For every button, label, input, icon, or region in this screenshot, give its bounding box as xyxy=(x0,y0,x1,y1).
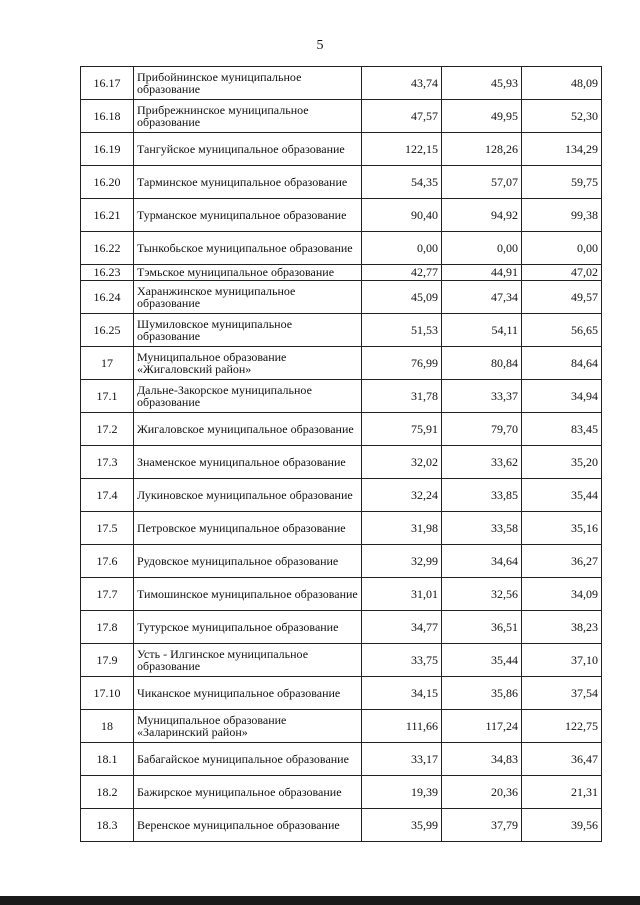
table-row xyxy=(81,644,602,677)
table-row xyxy=(81,314,602,347)
value-3: 83,45 xyxy=(522,413,602,446)
value-2: 33,37 xyxy=(442,380,522,413)
page-bottom-edge xyxy=(0,896,640,905)
table-row xyxy=(81,413,602,446)
table-row xyxy=(81,809,602,842)
row-number: 16.17 xyxy=(81,67,134,100)
row-number: 17.6 xyxy=(81,545,134,578)
row-number: 17.4 xyxy=(81,479,134,512)
table-body xyxy=(81,67,602,842)
value-2: 34,83 xyxy=(442,743,522,776)
municipality-name: Тимошинское муниципальное образование xyxy=(134,578,362,611)
page-number: 5 xyxy=(316,38,324,53)
value-3: 48,09 xyxy=(522,67,602,100)
row-number: 18 xyxy=(81,710,134,743)
table-row xyxy=(81,166,602,199)
value-2: 37,79 xyxy=(442,809,522,842)
value-1: 32,24 xyxy=(362,479,442,512)
municipality-name: Бабагайское муниципальное образование xyxy=(134,743,362,776)
value-2: 44,91 xyxy=(442,265,522,281)
value-1: 75,91 xyxy=(362,413,442,446)
municipality-name: Лукиновское муниципальное образование xyxy=(134,479,362,512)
value-3: 34,94 xyxy=(522,380,602,413)
value-2: 33,62 xyxy=(442,446,522,479)
municipality-name: Жигаловское муниципальное образование xyxy=(134,413,362,446)
municipality-name: Усть - Илгинское муниципальное образование xyxy=(134,644,362,677)
municipality-name: Тынкобьское муниципальное образование xyxy=(134,232,362,265)
value-1: 43,74 xyxy=(362,67,442,100)
municipality-name: Турманское муниципальное образование xyxy=(134,199,362,232)
value-2: 54,11 xyxy=(442,314,522,347)
row-number: 17.10 xyxy=(81,677,134,710)
value-1: 45,09 xyxy=(362,281,442,314)
table-row xyxy=(81,67,602,100)
value-1: 0,00 xyxy=(362,232,442,265)
municipality-name: Чиканское муниципальное образование xyxy=(134,677,362,710)
value-2: 32,56 xyxy=(442,578,522,611)
row-number: 16.24 xyxy=(81,281,134,314)
value-3: 21,31 xyxy=(522,776,602,809)
table-row xyxy=(81,100,602,133)
value-2: 0,00 xyxy=(442,232,522,265)
value-2: 33,85 xyxy=(442,479,522,512)
value-1: 76,99 xyxy=(362,347,442,380)
data-table xyxy=(80,66,602,842)
value-2: 94,92 xyxy=(442,199,522,232)
value-2: 36,51 xyxy=(442,611,522,644)
value-2: 33,58 xyxy=(442,512,522,545)
value-3: 39,56 xyxy=(522,809,602,842)
value-3: 47,02 xyxy=(522,265,602,281)
value-3: 36,27 xyxy=(522,545,602,578)
table-row xyxy=(81,545,602,578)
table-row xyxy=(81,281,602,314)
row-number: 17 xyxy=(81,347,134,380)
value-3: 122,75 xyxy=(522,710,602,743)
value-1: 34,15 xyxy=(362,677,442,710)
municipality-name: Шумиловское муниципальное образование xyxy=(134,314,362,347)
row-number: 17.2 xyxy=(81,413,134,446)
value-3: 99,38 xyxy=(522,199,602,232)
value-2: 47,34 xyxy=(442,281,522,314)
table-row xyxy=(81,265,602,281)
value-2: 45,93 xyxy=(442,67,522,100)
table-row xyxy=(81,677,602,710)
value-1: 33,17 xyxy=(362,743,442,776)
table-row xyxy=(81,380,602,413)
row-number: 16.22 xyxy=(81,232,134,265)
value-3: 56,65 xyxy=(522,314,602,347)
value-1: 90,40 xyxy=(362,199,442,232)
value-2: 34,64 xyxy=(442,545,522,578)
municipality-name: Веренское муниципальное образование xyxy=(134,809,362,842)
value-1: 32,99 xyxy=(362,545,442,578)
row-number: 18.1 xyxy=(81,743,134,776)
value-1: 42,77 xyxy=(362,265,442,281)
row-number: 16.21 xyxy=(81,199,134,232)
row-number: 17.3 xyxy=(81,446,134,479)
municipality-name: Петровское муниципальное образование xyxy=(134,512,362,545)
municipality-name: Прибойнинское муниципальное образование xyxy=(134,67,362,100)
row-number: 16.18 xyxy=(81,100,134,133)
table-row xyxy=(81,479,602,512)
table-row xyxy=(81,199,602,232)
row-number: 16.20 xyxy=(81,166,134,199)
value-1: 34,77 xyxy=(362,611,442,644)
table-row xyxy=(81,512,602,545)
table-row xyxy=(81,133,602,166)
value-3: 52,30 xyxy=(522,100,602,133)
value-3: 37,10 xyxy=(522,644,602,677)
table-row xyxy=(81,578,602,611)
value-2: 35,86 xyxy=(442,677,522,710)
value-2: 49,95 xyxy=(442,100,522,133)
municipality-name: Тангуйское муниципальное образование xyxy=(134,133,362,166)
value-3: 0,00 xyxy=(522,232,602,265)
municipality-name: Тэмьское муниципальное образование xyxy=(134,265,362,281)
municipality-name: Муниципальное образование «Жигаловский район» xyxy=(134,347,362,380)
table-row xyxy=(81,232,602,265)
value-3: 35,44 xyxy=(522,479,602,512)
value-3: 134,29 xyxy=(522,133,602,166)
value-1: 122,15 xyxy=(362,133,442,166)
value-1: 51,53 xyxy=(362,314,442,347)
municipality-name: Рудовское муниципальное образование xyxy=(134,545,362,578)
row-number: 17.7 xyxy=(81,578,134,611)
municipality-name: Бажирское муниципальное образование xyxy=(134,776,362,809)
value-2: 20,36 xyxy=(442,776,522,809)
value-3: 59,75 xyxy=(522,166,602,199)
value-3: 84,64 xyxy=(522,347,602,380)
municipality-name: Харанжинское муниципальное образование xyxy=(134,281,362,314)
row-number: 16.19 xyxy=(81,133,134,166)
value-1: 111,66 xyxy=(362,710,442,743)
row-number: 17.9 xyxy=(81,644,134,677)
value-3: 35,16 xyxy=(522,512,602,545)
value-3: 38,23 xyxy=(522,611,602,644)
table-row xyxy=(81,446,602,479)
municipality-name: Прибрежнинское муниципальное образование xyxy=(134,100,362,133)
value-3: 37,54 xyxy=(522,677,602,710)
value-1: 31,01 xyxy=(362,578,442,611)
value-2: 35,44 xyxy=(442,644,522,677)
municipality-name: Муниципальное образование «Заларинский район» xyxy=(134,710,362,743)
value-1: 32,02 xyxy=(362,446,442,479)
value-1: 33,75 xyxy=(362,644,442,677)
value-1: 35,99 xyxy=(362,809,442,842)
row-number: 17.1 xyxy=(81,380,134,413)
table-row xyxy=(81,776,602,809)
table-row xyxy=(81,611,602,644)
row-number: 18.2 xyxy=(81,776,134,809)
municipality-name: Тарминское муниципальное образование xyxy=(134,166,362,199)
value-2: 80,84 xyxy=(442,347,522,380)
value-3: 36,47 xyxy=(522,743,602,776)
value-2: 79,70 xyxy=(442,413,522,446)
value-1: 47,57 xyxy=(362,100,442,133)
municipality-name: Знаменское муниципальное образование xyxy=(134,446,362,479)
value-2: 128,26 xyxy=(442,133,522,166)
table-row xyxy=(81,710,602,743)
value-1: 19,39 xyxy=(362,776,442,809)
value-2: 117,24 xyxy=(442,710,522,743)
row-number: 16.23 xyxy=(81,265,134,281)
value-1: 31,78 xyxy=(362,380,442,413)
value-3: 34,09 xyxy=(522,578,602,611)
municipality-name: Дальне-Закорское муниципальное образование xyxy=(134,380,362,413)
table-row xyxy=(81,743,602,776)
value-2: 57,07 xyxy=(442,166,522,199)
table-row xyxy=(81,347,602,380)
municipality-name: Тутурское муниципальное образование xyxy=(134,611,362,644)
value-1: 54,35 xyxy=(362,166,442,199)
row-number: 18.3 xyxy=(81,809,134,842)
row-number: 17.5 xyxy=(81,512,134,545)
value-1: 31,98 xyxy=(362,512,442,545)
value-3: 35,20 xyxy=(522,446,602,479)
value-3: 49,57 xyxy=(522,281,602,314)
row-number: 17.8 xyxy=(81,611,134,644)
row-number: 16.25 xyxy=(81,314,134,347)
